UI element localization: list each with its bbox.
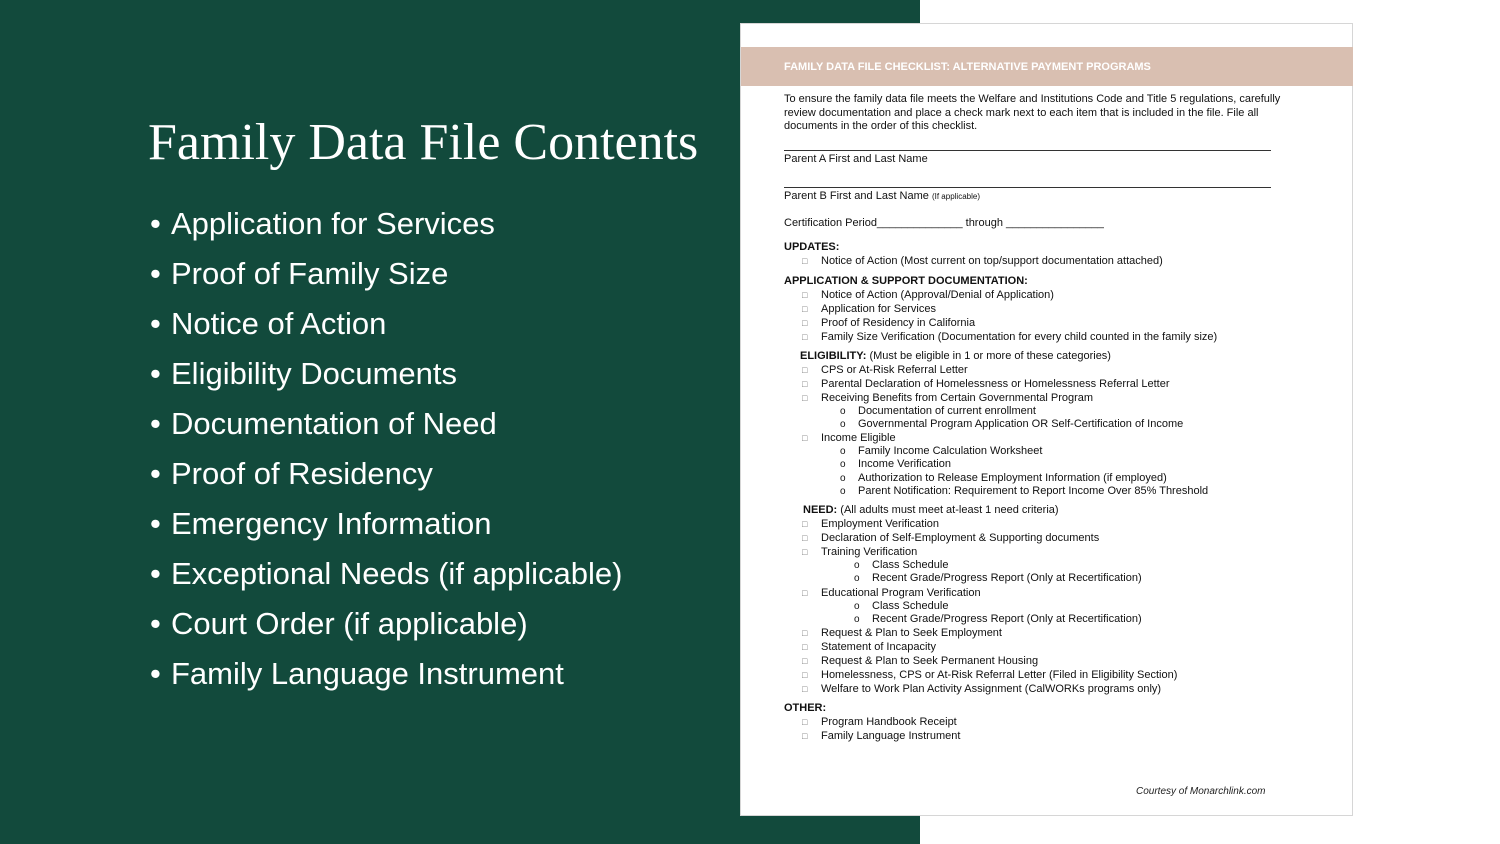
checklist-item: Welfare to Work Plan Activity Assignment (CalWORKs programs only) xyxy=(821,683,1162,695)
bullet-item: • Eligibility Documents xyxy=(150,356,457,391)
need-note: (All adults must meet at-least 1 need criteria) xyxy=(840,504,1059,516)
checklist-item: Program Handbook Receipt xyxy=(821,716,957,728)
eligibility-header xyxy=(800,350,1111,363)
checklist-item: CPS or At-Risk Referral Letter xyxy=(821,364,968,376)
circle-bullet-icon: o xyxy=(854,560,860,571)
checklist-subitem: Documentation of current enrollment xyxy=(858,405,1036,417)
checkbox-icon: □ xyxy=(802,290,808,300)
checklist-item: Employment Verification xyxy=(821,518,939,530)
document-title: FAMILY DATA FILE CHECKLIST: ALTERNATIVE PAYMENT PROGRAMS xyxy=(784,61,1151,73)
bullet-text: Documentation of Need xyxy=(171,406,497,441)
checkbox-icon: □ xyxy=(802,731,808,741)
bullet-text: Proof of Family Size xyxy=(171,256,449,291)
checkbox-icon: □ xyxy=(802,588,808,598)
bullet-item: • Exceptional Needs (if applicable) xyxy=(150,556,623,591)
checkbox-icon: □ xyxy=(802,642,808,652)
checkbox-icon: □ xyxy=(802,519,808,529)
checkbox-icon: □ xyxy=(802,670,808,680)
checklist-document xyxy=(740,23,1353,816)
checklist-subitem: Class Schedule xyxy=(872,559,949,571)
checklist-subitem: Authorization to Release Employment Information (if employed) xyxy=(858,472,1167,484)
certification-period: Certification Period______________ through ________________ xyxy=(784,217,1104,229)
circle-bullet-icon: o xyxy=(840,406,846,417)
checklist-subitem: Recent Grade/Progress Report (Only at Recertification) xyxy=(872,613,1142,625)
other-heading: OTHER: xyxy=(784,702,827,714)
checklist-subitem: Family Income Calculation Worksheet xyxy=(858,445,1043,457)
circle-bullet-icon: o xyxy=(854,573,860,584)
checklist-subitem: Income Verification xyxy=(858,458,951,470)
checklist-item: Family Language Instrument xyxy=(821,730,961,742)
bullet-list xyxy=(150,203,622,703)
parent-b-note: (If applicable) xyxy=(931,192,980,201)
checklist-subitem: Governmental Program Application OR Self-Certification of Income xyxy=(858,418,1184,430)
checkbox-icon: □ xyxy=(802,628,808,638)
updates-heading: UPDATES: xyxy=(784,241,840,253)
checkbox-icon: □ xyxy=(802,433,808,443)
bullet-item: • Proof of Residency xyxy=(150,456,433,491)
checkbox-icon: □ xyxy=(802,318,808,328)
circle-bullet-icon: o xyxy=(840,459,846,470)
circle-bullet-icon: o xyxy=(854,601,860,612)
checkbox-icon: □ xyxy=(802,393,808,403)
document-intro: To ensure the family data file meets the Welfare and Institutions Code and Title 5 regulations, carefully review documentation and place a check mark next to each item that is included in the file. File all documents in the order of this checklist. xyxy=(784,93,1281,132)
circle-bullet-icon: o xyxy=(840,486,846,497)
bullet-text: Emergency Information xyxy=(171,506,492,541)
checkbox-icon: □ xyxy=(802,256,808,266)
circle-bullet-icon: o xyxy=(840,419,846,430)
bullet-text: Notice of Action xyxy=(171,306,387,341)
eligibility-note: (Must be eligible in 1 or more of these categories) xyxy=(869,350,1111,362)
eligibility-heading: ELIGIBILITY: xyxy=(800,350,867,362)
checklist-item: Homelessness, CPS or At-Risk Referral Letter (Filed in Eligibility Section) xyxy=(821,669,1178,681)
checkbox-icon: □ xyxy=(802,656,808,666)
checklist-subitem: Parent Notification: Requirement to Report Income Over 85% Threshold xyxy=(858,485,1209,497)
checklist-item: Family Size Verification (Documentation for every child counted in the family size) xyxy=(821,331,1218,343)
parent-b-label xyxy=(784,190,980,203)
checkbox-icon: □ xyxy=(802,365,808,375)
courtesy-note: Courtesy of Monarchlink.com xyxy=(1136,786,1266,797)
checklist-item: Training Verification xyxy=(821,546,918,558)
checklist-item: Parental Declaration of Homelessness or Homelessness Referral Letter xyxy=(821,378,1170,390)
bullet-item: • Proof of Family Size xyxy=(150,256,449,291)
bullet-text: Application for Services xyxy=(171,206,495,241)
bullet-item: • Family Language Instrument xyxy=(150,656,564,691)
circle-bullet-icon: o xyxy=(840,446,846,457)
bullet-text: Exceptional Needs (if applicable) xyxy=(171,556,623,591)
checkbox-icon: □ xyxy=(802,684,808,694)
checklist-subitem: Recent Grade/Progress Report (Only at Recertification) xyxy=(872,572,1142,584)
checklist-subitem: Class Schedule xyxy=(872,600,949,612)
application-heading: APPLICATION & SUPPORT DOCUMENTATION: xyxy=(784,275,1028,287)
checkbox-icon: □ xyxy=(802,547,808,557)
need-heading: NEED: xyxy=(803,504,838,516)
checklist-item: Application for Services xyxy=(821,303,936,315)
checklist-item: Notice of Action (Approval/Denial of Application) xyxy=(821,289,1054,301)
checklist-item: Request & Plan to Seek Employment xyxy=(821,627,1002,639)
checkbox-icon: □ xyxy=(802,717,808,727)
bullet-item: • Emergency Information xyxy=(150,506,492,541)
signature-line xyxy=(784,187,1271,188)
signature-line xyxy=(784,150,1271,151)
parent-a-label: Parent A First and Last Name xyxy=(784,153,928,165)
parent-b-text: Parent B First and Last Name xyxy=(784,190,929,202)
checklist-item: Declaration of Self-Employment & Supporting documents xyxy=(821,532,1100,544)
checkbox-icon: □ xyxy=(802,304,808,314)
slide-title: Family Data File Contents xyxy=(148,114,699,171)
circle-bullet-icon: o xyxy=(840,473,846,484)
bullet-text: Court Order (if applicable) xyxy=(171,606,528,641)
checklist-item: Educational Program Verification xyxy=(821,587,981,599)
checklist-item: Request & Plan to Seek Permanent Housing xyxy=(821,655,1039,667)
bullet-text: Proof of Residency xyxy=(171,456,433,491)
bullet-item: • Court Order (if applicable) xyxy=(150,606,528,641)
checklist-item: Statement of Incapacity xyxy=(821,641,936,653)
checklist-item: Proof of Residency in California xyxy=(821,317,976,329)
circle-bullet-icon: o xyxy=(854,614,860,625)
bullet-item: • Application for Services xyxy=(150,206,495,241)
checklist-item: Receiving Benefits from Certain Governmental Program xyxy=(821,392,1094,404)
bullet-item: • Notice of Action xyxy=(150,306,387,341)
bullet-item: • Documentation of Need xyxy=(150,406,497,441)
checklist-item: Notice of Action (Most current on top/support documentation attached) xyxy=(821,255,1163,267)
checkbox-icon: □ xyxy=(802,332,808,342)
checkbox-icon: □ xyxy=(802,379,808,389)
bullet-text: Family Language Instrument xyxy=(171,656,564,691)
need-header xyxy=(803,504,1059,517)
document-banner xyxy=(741,47,1353,86)
checklist-item: Income Eligible xyxy=(821,432,896,444)
checkbox-icon: □ xyxy=(802,533,808,543)
bullet-text: Eligibility Documents xyxy=(171,356,457,391)
